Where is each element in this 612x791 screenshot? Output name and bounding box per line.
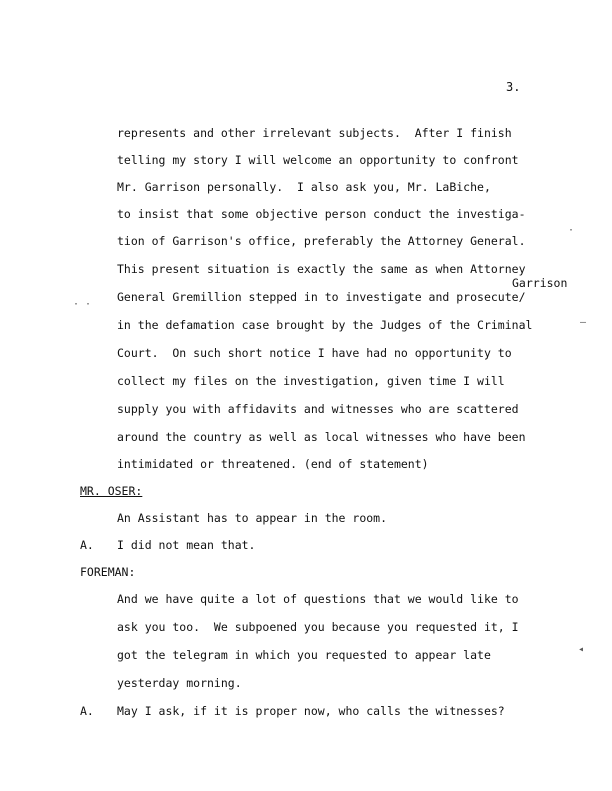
answer-text-2: May I ask, if it is proper now, who calls the witnesses? xyxy=(117,704,505,718)
foreman-line-2: ask you too. We subpoened you because you requested it, I xyxy=(117,620,519,634)
statement-line-6: This present situation is exactly the same as when Attorney xyxy=(117,262,526,276)
statement-line-5: tion of Garrison's office, preferably the Attorney General. xyxy=(117,234,526,248)
answer-text-1: I did not mean that. xyxy=(117,538,256,552)
statement-line-2: telling my story I will welcome an opportunity to confront xyxy=(117,153,519,167)
mr-oser-line: An Assistant has to appear in the room. xyxy=(117,511,388,525)
speaker-mr-oser: MR. OSER: xyxy=(80,484,143,498)
statement-line-7: General Gremillion stepped in to investigate and prosecute/ xyxy=(117,290,526,304)
answer-marker-2: A. xyxy=(80,704,94,718)
margin-dash-icon: — xyxy=(580,317,587,328)
statement-line-11: supply you with affidavits and witnesses who are scattered xyxy=(117,402,519,416)
statement-line-3: Mr. Garrison personally. I also ask you, Mr. LaBiche, xyxy=(117,180,491,194)
foreman-line-4: yesterday morning. xyxy=(117,676,242,690)
statement-line-9: Court. On such short notice I have had no opportunity to xyxy=(117,346,512,360)
statement-line-8: in the defamation case brought by the Judges of the Criminal xyxy=(117,318,533,332)
statement-line-4: to insist that some objective person conduct the investiga- xyxy=(117,207,526,221)
inserted-word: Garrison xyxy=(512,276,568,290)
margin-speck-icon: · · xyxy=(73,299,92,310)
margin-arrow-icon: ◂ xyxy=(578,644,585,655)
answer-marker-1: A. xyxy=(80,538,94,552)
speaker-foreman: FOREMAN: xyxy=(80,565,136,579)
statement-line-12: around the country as well as local witnesses who have been xyxy=(117,430,526,444)
statement-line-10: collect my files on the investigation, given time I will xyxy=(117,374,505,388)
statement-line-1: represents and other irrelevant subjects. After I finish xyxy=(117,126,512,140)
foreman-line-3: got the telegram in which you requested to appear late xyxy=(117,648,491,662)
foreman-line-1: And we have quite a lot of questions that we would like to xyxy=(117,592,519,606)
margin-dot-icon: · xyxy=(568,225,575,236)
page-number: 3. xyxy=(506,80,521,94)
statement-line-13: intimidated or threatened. (end of statement) xyxy=(117,457,429,471)
